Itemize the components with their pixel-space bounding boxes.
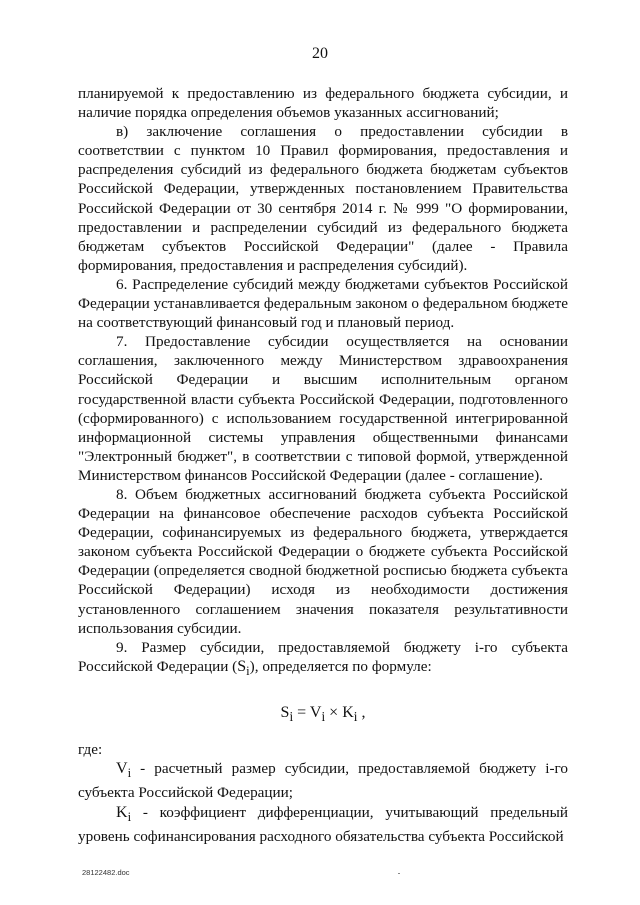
formula-v: V [309,703,322,721]
subscript-i: i [246,663,250,678]
formula-k: K [342,703,354,721]
definition-v [78,759,568,802]
definition-k [78,803,568,846]
definition-k-sub: i [127,809,132,824]
document-body [78,84,568,846]
formula-eq: = [293,703,310,721]
formula-v-sub: i [321,709,326,725]
paragraph-9-post: ), определяется по формуле: [249,657,432,675]
footer-mark [398,873,400,874]
paragraph-9 [78,638,568,681]
formula-tail: , [357,703,366,721]
page-number: 20 [312,45,328,62]
formula-lhs-sub: i [289,709,294,725]
symbol-s: S [237,657,247,675]
definition-v-sub: i [127,766,132,781]
formula-k-sub: i [353,709,358,725]
where-label: где: [78,741,103,759]
formula-times: × [325,703,343,721]
paragraph-8: 8. Объем бюджетных ассигнований бюджета субъекта Российской Федерации на финансовое обеспечение расходов субъекта Российской Федерации, софинансируемых из федерального бюджета, утверждается законом субъекта Российской Федерации о бюджете субъекта Российской Федерации (определяется сводной бюджетной росписью бюджета субъекта Российской Федерации) исходя из необходимости достижения установленного соглашением значения показателя результативности использования субсидии. [78,485,568,637]
paragraph-6: 6. Распределение субсидий между бюджетами субъектов Российской Федерации устанавливается федеральным законом о федеральном бюджете на соответствующий финансовый год и плановый период. [78,275,568,332]
formula-lhs: S [280,703,290,721]
paragraph-7: 7. Предоставление субсидии осуществляется на основании соглашения, заключенного между Министерством здравоохранения Российской Федерации и высшим исполнительным органом государственной власти субъекта Российской Федерации, подготовленного (сформированного) с использованием государственной интегрированной информационной системы управления общественными финансами "Электронный бюджет", в соответствии с типовой формой, утвержденной Министерством финансов Российской Федерации (далее - соглашение). [78,333,568,484]
definition-k-symbol: K [116,803,128,821]
definition-v-symbol: V [116,760,128,778]
definition-k-text: - коэффициент дифференциации, учитывающий предельный уровень софинансирования расходного обязательства субъекта Российской [78,803,568,845]
definition-v-text: - расчетный размер субсидии, предоставляемой бюджету i-го субъекта Российской Федерации; [78,760,568,802]
paragraph-continuation: планируемой к предоставлению из федерального бюджета субсидии, и наличие порядка определения объемов указанных ассигнований; [78,85,568,122]
paragraph-9-pre: 9. Размер субсидии, предоставляемой бюджету i-го субъекта Российской Федерации ( [78,638,568,675]
paragraph-clause-v: в) заключение соглашения о предоставлении субсидии в соответствии с пунктом 10 Правил формирования, предоставления и распределения субсидий из федерального бюджета бюджетам субъектов Российской Федерации, утвержденных постановлением Правительства Российской Федерации от 30 сентября 2014 г. № 999 "О формировании, предоставлении и распределении субсидий из федерального бюджета бюджетам субъектов Российской Федерации" (далее - Правила формирования, предоставления и распределения субсидий). [78,123,568,274]
footer-filename: 28122482.doc [82,868,130,877]
formula [78,703,568,726]
